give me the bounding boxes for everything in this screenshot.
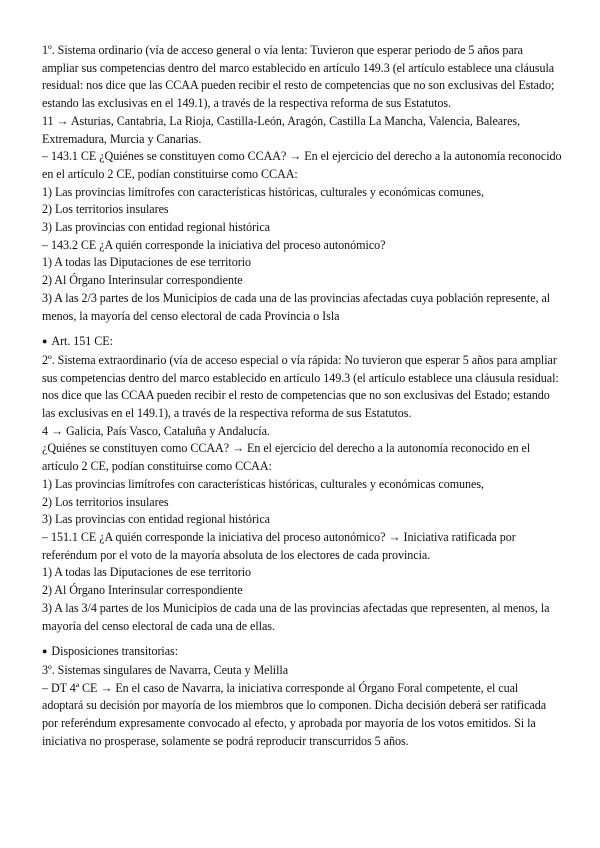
paragraph-quienes-ccaa: ¿Quiénes se constituyen como CCAA? → En el ejercicio del derecho a la autonomía reconocido en el artículo 2 CE, podían constituirse como CCAA: (42, 441, 531, 474)
paragraph-sistemas-singulares: 3º. Sistemas singulares de Navarra, Ceuta y Melilla (42, 662, 289, 677)
paragraph-art-151-1: – 151.1 CE ¿A quién corresponde la iniciativa del proceso autonómico? → Iniciativa ratificada por referéndum por el voto de la mayoría absoluta de los electores de cada provincia. (42, 529, 516, 562)
paragraph-art-143-2: – 143.2 CE ¿A quién corresponde la iniciativa del proceso autonómico? (42, 237, 386, 252)
list-item: 3) A las 2/3 partes de los Municipios de cada una de las provincias afectadas cuya población represente, al menos, la mayoría del censo electoral de cada Provincia o Isla (42, 290, 551, 323)
list-item: 3) Las provincias con entidad regional histórica (42, 220, 270, 235)
heading-disposiciones-transitorias: ● Disposiciones transitorias: (42, 643, 562, 662)
paragraph-ccaa-list-11: 11 → Asturias, Cantabria, La Rioja, Castilla-León, Aragón, Castilla La Mancha, Valencia, Baleares, Extremadura, Murcia y Canarias. (42, 113, 521, 146)
list-item: 1) A todas las Diputaciones de ese territorio (42, 255, 252, 270)
list-item: 1) Las provincias limítrofes con características históricas, culturales y económicas comunes, (42, 184, 484, 199)
list-item: 2) Los territorios insulares (42, 202, 169, 217)
paragraph-art-143-1: – 143.1 CE ¿Quiénes se constituyen como CCAA? → En el ejercicio del derecho a la autonomía reconocido en el artículo 2 CE, podían constituirse como CCAA: (42, 149, 562, 181)
list-item: 2) Los territorios insulares (42, 494, 169, 509)
list-item: 2) Al Órgano Interinsular correspondiente (42, 583, 243, 598)
list-item: 1) Las provincias limítrofes con características históricas, culturales y económicas comunes, (42, 476, 484, 491)
paragraph-sistema-extraordinario: 2º. Sistema extraordinario (vía de acceso especial o vía rápida: No tuvieron que esperar 5 años para ampliar sus competencias dentro del marco establecido en artículo 149.3 (el artículo establece una cláusula residual: nos dice que las CCAA pueden recibir el resto de competencias que no son exclusivas del Estado; estando las exclusivas en el 149.1), a través de la respectiva reforma de sus Estatutos. (42, 352, 559, 421)
paragraph-dt-4: – DT 4ª CE → En el caso de Navarra, la iniciativa corresponde al Órgano Foral competente, el cual adoptará su decisión por mayoría de los miembros que lo componen. Dicha decisión deberá ser ratificada por referéndum expresamente convocado al efecto, y aprobada por mayoría de los votos emitidos. Si la iniciativa no prosperase, solamente se podrá reproducir transcurridos 5 años. (42, 680, 547, 748)
list-item: 3) A las 3/4 partes de los Municipios de cada una de las provincias afectadas que representen, al menos, la mayoría del censo electoral de cada una de ellas. (42, 600, 550, 633)
paragraph-sistema-ordinario: 1º. Sistema ordinario (vía de acceso general o vía lenta: Tuvieron que esperar periodo de 5 años para ampliar sus competencias dentro del marco establecido en artículo 149.3 (el artículo establece una cláusula residual: nos dice que las CCAA pueden recibir el resto de competencias que no son exclusivas del Estado; estando las exclusivas en el 149.1), a través de la respectiva reforma de sus Estatutos. (42, 43, 555, 111)
document-body (42, 42, 562, 750)
list-item: 1) A todas las Diputaciones de ese territorio (42, 565, 252, 580)
paragraph-ccaa-list-4: 4 → Galicia, País Vasco, Cataluña y Andalucía. (42, 423, 270, 438)
list-item: 3) Las provincias con entidad regional histórica (42, 512, 270, 527)
heading-art-151: ● Art. 151 CE: (42, 333, 562, 352)
list-item: 2) Al Órgano Interinsular correspondiente (42, 273, 243, 288)
